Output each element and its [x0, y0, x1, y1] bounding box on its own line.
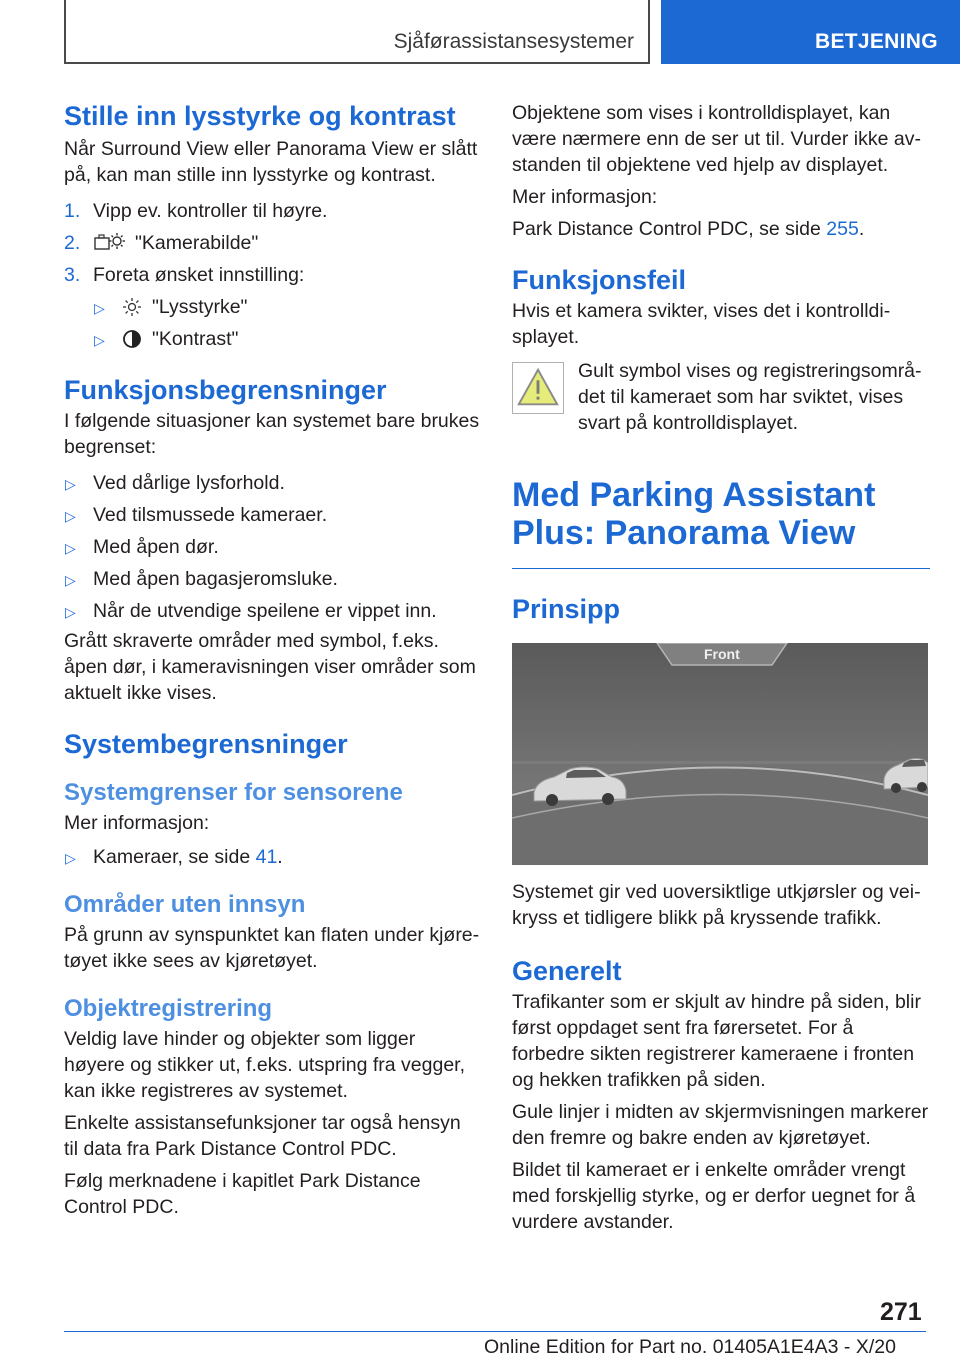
step-number: 2. [64, 232, 81, 254]
list-item [64, 470, 480, 496]
sensors-intro: Mer informasjon: [64, 812, 210, 834]
triangle-marker-icon: ▷ [65, 850, 76, 866]
list-item-text: Med åpen bagasjeromsluke. [93, 568, 338, 590]
warning-symbol-box [512, 362, 564, 414]
header-chapter: Sjåførassistansesystemer [393, 30, 634, 53]
pdc-reference-end: . [858, 218, 865, 240]
list-item [64, 598, 480, 624]
section-divider [512, 568, 930, 569]
step-2 [64, 230, 480, 256]
triangle-marker-icon: ▷ [65, 604, 76, 620]
detect-paragraph-3: Følg merknadene i kapitlet Park Distance Control PDC. [64, 1170, 421, 1218]
warning-note [512, 358, 930, 436]
system-limits-title: Systembegrensninger [64, 729, 348, 759]
list-item-text: Ved tilsmussede kameraer. [93, 504, 328, 526]
header-chapter-box [64, 0, 650, 64]
option-contrast [64, 326, 480, 352]
detect-paragraph-2: Enkelte assistansefunksjoner tar også hensyn til data fra Park Distance Control PDC. [64, 1112, 461, 1160]
general-paragraph-2: Gule linjer i midten av skjermvisningen markerer den fremre og bakre enden av kjøretøyet. [512, 1101, 929, 1149]
panorama-view-image [512, 643, 928, 865]
list-item [64, 566, 480, 592]
step-number: 3. [64, 264, 81, 286]
noview-text: På grunn av synspunktet kan flaten under kjøretøyet ikke sees av kjøretøyet. [64, 924, 480, 972]
header-section: BETJENING [815, 30, 938, 53]
option-label: "Lysstyrke" [152, 296, 248, 318]
limits-intro: I følgende situasjoner kan systemet bare brukes begrenset: [64, 410, 480, 458]
header-section-tab[interactable] [661, 0, 960, 64]
page-link-255[interactable]: 255 [826, 218, 859, 240]
limits-outro: Grått skraverte områder med symbol, f.eks. åpen dør, i kameravisningen viser områder som aktuelt ikke vises. [64, 630, 476, 704]
triangle-marker-icon: ▷ [65, 476, 76, 492]
list-item-text: Ved dårlige lysforhold. [93, 472, 285, 494]
step-text: Vipp ev. kontroller til høyre. [93, 200, 328, 222]
noview-title: Områder uten innsyn [64, 891, 306, 918]
left-column [64, 100, 480, 1220]
page-link-41[interactable]: 41 [255, 846, 278, 868]
option-brightness [64, 294, 480, 320]
warning-text: Gult symbol vises og registreringsområdet til kameraet som har sviktet, vises svart på kontrolldisplayet. [578, 360, 922, 434]
list-item-text: Når de utvendige speilene er vippet inn. [93, 600, 437, 622]
list-item [64, 844, 480, 870]
general-paragraph-1: Trafikanter som er skjult av hindre på siden, blir først oppdaget sent fra førersetet. For å forbedre sikten registrerer kameraene i fronten og hekken trafikken på siden. [512, 991, 921, 1091]
footer-edition: Online Edition for Part no. 01405A1E4A3 - X/20 [484, 1336, 896, 1358]
list-item [64, 502, 480, 528]
general-title: Generelt [512, 956, 622, 986]
page-number: 271 [880, 1298, 922, 1326]
list-item-end: . [277, 846, 283, 868]
triangle-marker-icon: ▷ [65, 508, 76, 524]
step-text: Foreta ønsket innstilling: [93, 264, 305, 286]
limits-title: Funksjonsbegrensninger [64, 375, 387, 405]
brightness-intro: Når Surround View eller Panorama View er slått på, kan man stille inn lysstyrke og kontrast. [64, 138, 478, 186]
malfunction-text: Hvis et kamera svikter, vises det i kontrolldisplayet. [512, 300, 891, 348]
panorama-title-line-1: Med Parking Assistant [512, 476, 876, 514]
option-label: "Kontrast" [152, 328, 239, 350]
triangle-marker-icon: ▷ [65, 572, 76, 588]
malfunction-title: Funksjonsfeil [512, 265, 687, 295]
list-item-text: Kameraer, se side [93, 846, 256, 868]
pdc-reference [512, 216, 930, 242]
half-circle-icon [122, 329, 142, 349]
triangle-marker-icon: ▷ [94, 332, 105, 348]
panorama-camera-illustration [512, 643, 928, 865]
detect-paragraph-1: Veldig lave hinder og objekter som ligger høyere og stikker ut, f.eks. utspring fra vegger, kan ikke registreres av systemet. [64, 1028, 466, 1102]
sun-icon [122, 297, 142, 317]
objects-paragraph: Objektene som vises i kontrolldisplayet, kan være nærmere enn de ser ut til. Vurder ikke avstanden til objektene ved hjelp av displayet. [512, 102, 921, 176]
step-3 [64, 262, 480, 288]
step-1 [64, 198, 480, 224]
principle-title: Prinsipp [512, 594, 621, 624]
step-text: "Kamerabilde" [135, 232, 259, 254]
more-info-label: Mer informasjon: [512, 186, 658, 208]
triangle-marker-icon: ▷ [65, 540, 76, 556]
panorama-title-line-2: Plus: Panorama View [512, 514, 856, 552]
warning-triangle-icon [513, 363, 563, 413]
list-item [64, 534, 480, 560]
sensors-title: Systemgrenser for sensorene [64, 779, 403, 806]
footer-divider [64, 1331, 926, 1332]
camera-gear-icon [93, 232, 127, 252]
principle-text: Systemet gir ved uoversiktlige utkjørsler og veikryss et tidligere blikk på kryssende trafikk. [512, 881, 921, 929]
image-front-label: Front [704, 646, 740, 662]
step-number: 1. [64, 200, 81, 222]
right-column [512, 100, 930, 1235]
general-paragraph-3: Bildet til kameraet er i enkelte områder vrengt med forskjellig styrke, og er derfor uegnet for å vurdere avstander. [512, 1159, 916, 1233]
triangle-marker-icon: ▷ [94, 300, 105, 316]
pdc-reference-text: Park Distance Control PDC, se side [512, 218, 827, 240]
detect-title: Objektregistrering [64, 995, 273, 1022]
list-item-text: Med åpen dør. [93, 536, 219, 558]
brightness-title: Stille inn lysstyrke og kontrast [64, 101, 456, 131]
